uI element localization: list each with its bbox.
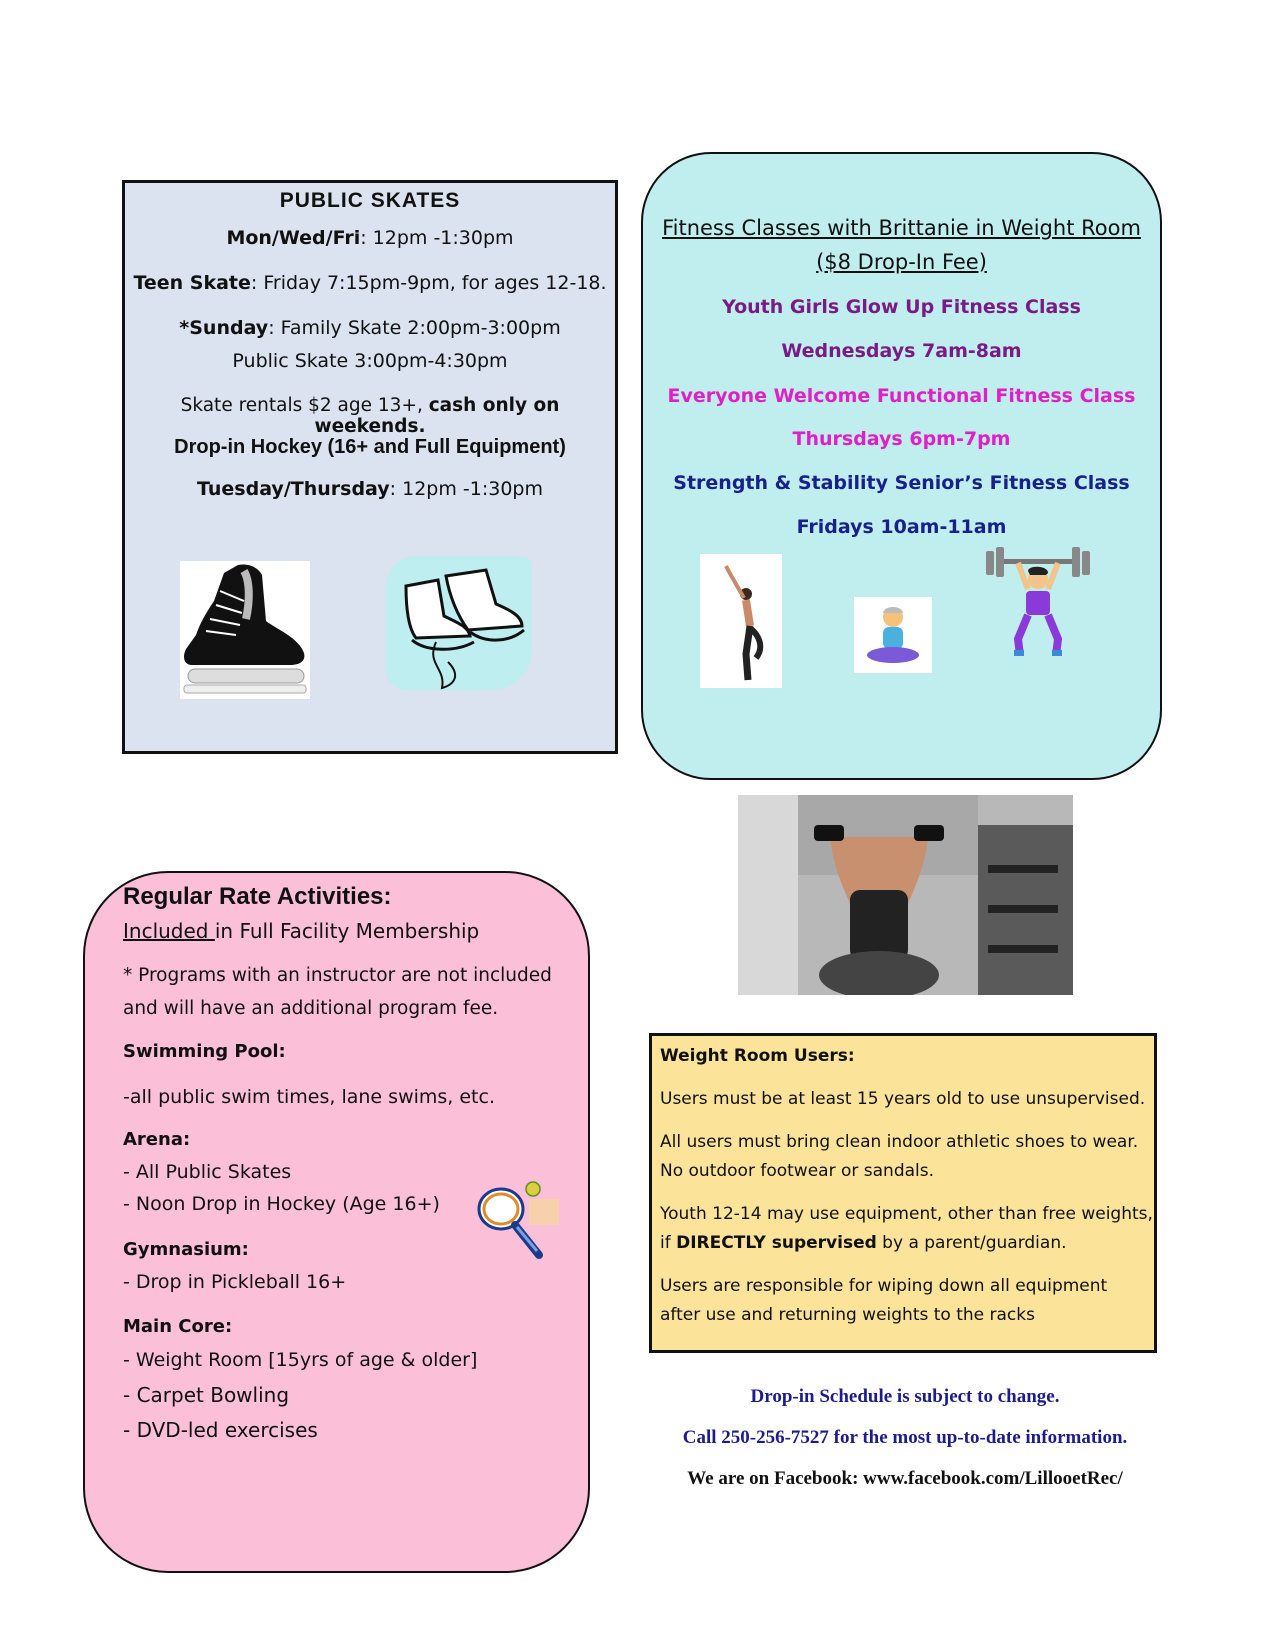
rule-3b-post: by a parent/guardian. [876,1233,1067,1253]
meditation-image [854,597,932,673]
rule-2b: No outdoor footwear or sandals. [660,1161,935,1181]
weight-room-photo [738,795,1073,995]
rule-3b-bold: DIRECTLY supervised [676,1233,877,1253]
yoga-pose-image [700,554,782,688]
meditating-person-icon [854,597,932,673]
hockey-skate-icon [180,561,310,699]
class-name-youth: Youth Girls Glow Up Fitness Class [722,296,1081,318]
sunday-public-line: Public Skate 3:00pm-4:30pm [232,350,508,372]
weight-room-title: Weight Room Users: [660,1046,855,1066]
hockey-time: : 12pm -1:30pm [389,478,543,500]
class-time-youth: Wednesdays 7am-8am [781,340,1022,362]
public-skates-title: PUBLIC SKATES [279,189,461,212]
teen-skate-line [125,272,615,294]
footer-phone: Call 250-256-7527 for the most up-to-date information. [682,1427,1128,1448]
class-time-functional: Thursdays 6pm-7pm [792,428,1011,450]
rentals-text: Skate rentals $2 age 13+, [180,395,429,416]
sunday-text: : Family Skate 2:00pm-3:00pm [268,317,561,339]
hockey-skate-image [180,561,310,699]
included-line [123,919,479,943]
pool-title: Swimming Pool: [123,1041,286,1062]
sunday-line [125,317,615,339]
mwf-time: : 12pm -1:30pm [360,227,514,249]
arena-title: Arena: [123,1129,191,1150]
figure-skates-icon [386,556,532,696]
hockey-label: Tuesday/Thursday [197,478,390,500]
rule-2a: All users must bring clean indoor athletic shoes to wear. [660,1132,1139,1152]
mwf-line [125,227,615,249]
regular-title: Regular Rate Activities: [123,883,392,910]
footer-facebook[interactable]: We are on Facebook: www.facebook.com/LillooetRec/ [687,1468,1123,1489]
tennis-racket-icon [473,1179,563,1265]
class-name-senior: Strength & Stability Senior’s Fitness Class [673,472,1130,494]
figure-skates-image [386,556,532,690]
mwf-label: Mon/Wed/Fri [226,227,361,249]
class-name-functional: Everyone Welcome Functional Fitness Class [667,385,1136,407]
rule-4b: after use and returning weights to the racks [660,1305,1035,1325]
gym-item-1: - Drop in Pickleball 16+ [123,1271,347,1293]
rule-3b-pre: if [660,1233,677,1253]
fitness-fee: ($8 Drop-In Fee) [816,250,987,274]
public-skates-box [122,180,618,754]
fitness-title: Fitness Classes with Brittanie in Weight Room [662,216,1141,240]
tennis-racket-image [473,1179,563,1265]
fitness-classes-box [641,152,1162,780]
rule-3b [660,1233,1067,1253]
note-line-1: * Programs with an instructor are not included [123,965,552,986]
weightlifter-icon [984,545,1092,661]
teen-text: : Friday 7:15pm-9pm, for ages 12-18. [250,272,607,294]
rule-4a: Users are responsible for wiping down all equipment [660,1276,1108,1296]
rule-1: Users must be at least 15 years old to use unsupervised. [660,1089,1146,1109]
regular-rate-box [83,871,590,1573]
gym-photo-icon [738,795,1073,995]
gym-title: Gymnasium: [123,1239,249,1260]
hockey-time-line [125,478,615,500]
class-time-senior: Fridays 10am-11am [796,516,1007,538]
rule-3a: Youth 12-14 may use equipment, other than free weights, [660,1204,1153,1224]
included-word: Included [123,919,215,943]
included-rest: in Full Facility Membership [214,919,480,943]
hockey-title: Drop-in Hockey (16+ and Full Equipment) [174,436,566,458]
teen-label: Teen Skate [133,272,251,294]
core-item-2: - Carpet Bowling [123,1383,290,1407]
core-item-3: - DVD-led exercises [123,1418,318,1442]
rentals-bold: cash only on weekends. [314,395,560,437]
rentals-line [125,395,615,437]
arena-item-2: - Noon Drop in Hockey (Age 16+) [123,1193,440,1215]
yoga-figure-icon [700,554,782,688]
weightlifter-image [984,545,1092,661]
footer-schedule-note: Drop-in Schedule is subject to change. [750,1386,1060,1407]
weight-room-rules-box [649,1033,1157,1353]
core-item-1: - Weight Room [15yrs of age & older] [123,1349,478,1371]
core-title: Main Core: [123,1316,233,1337]
pool-text: -all public swim times, lane swims, etc. [123,1086,495,1108]
sunday-label: *Sunday [179,317,269,339]
note-line-2: and will have an additional program fee. [123,998,499,1019]
arena-item-1: - All Public Skates [123,1161,292,1183]
